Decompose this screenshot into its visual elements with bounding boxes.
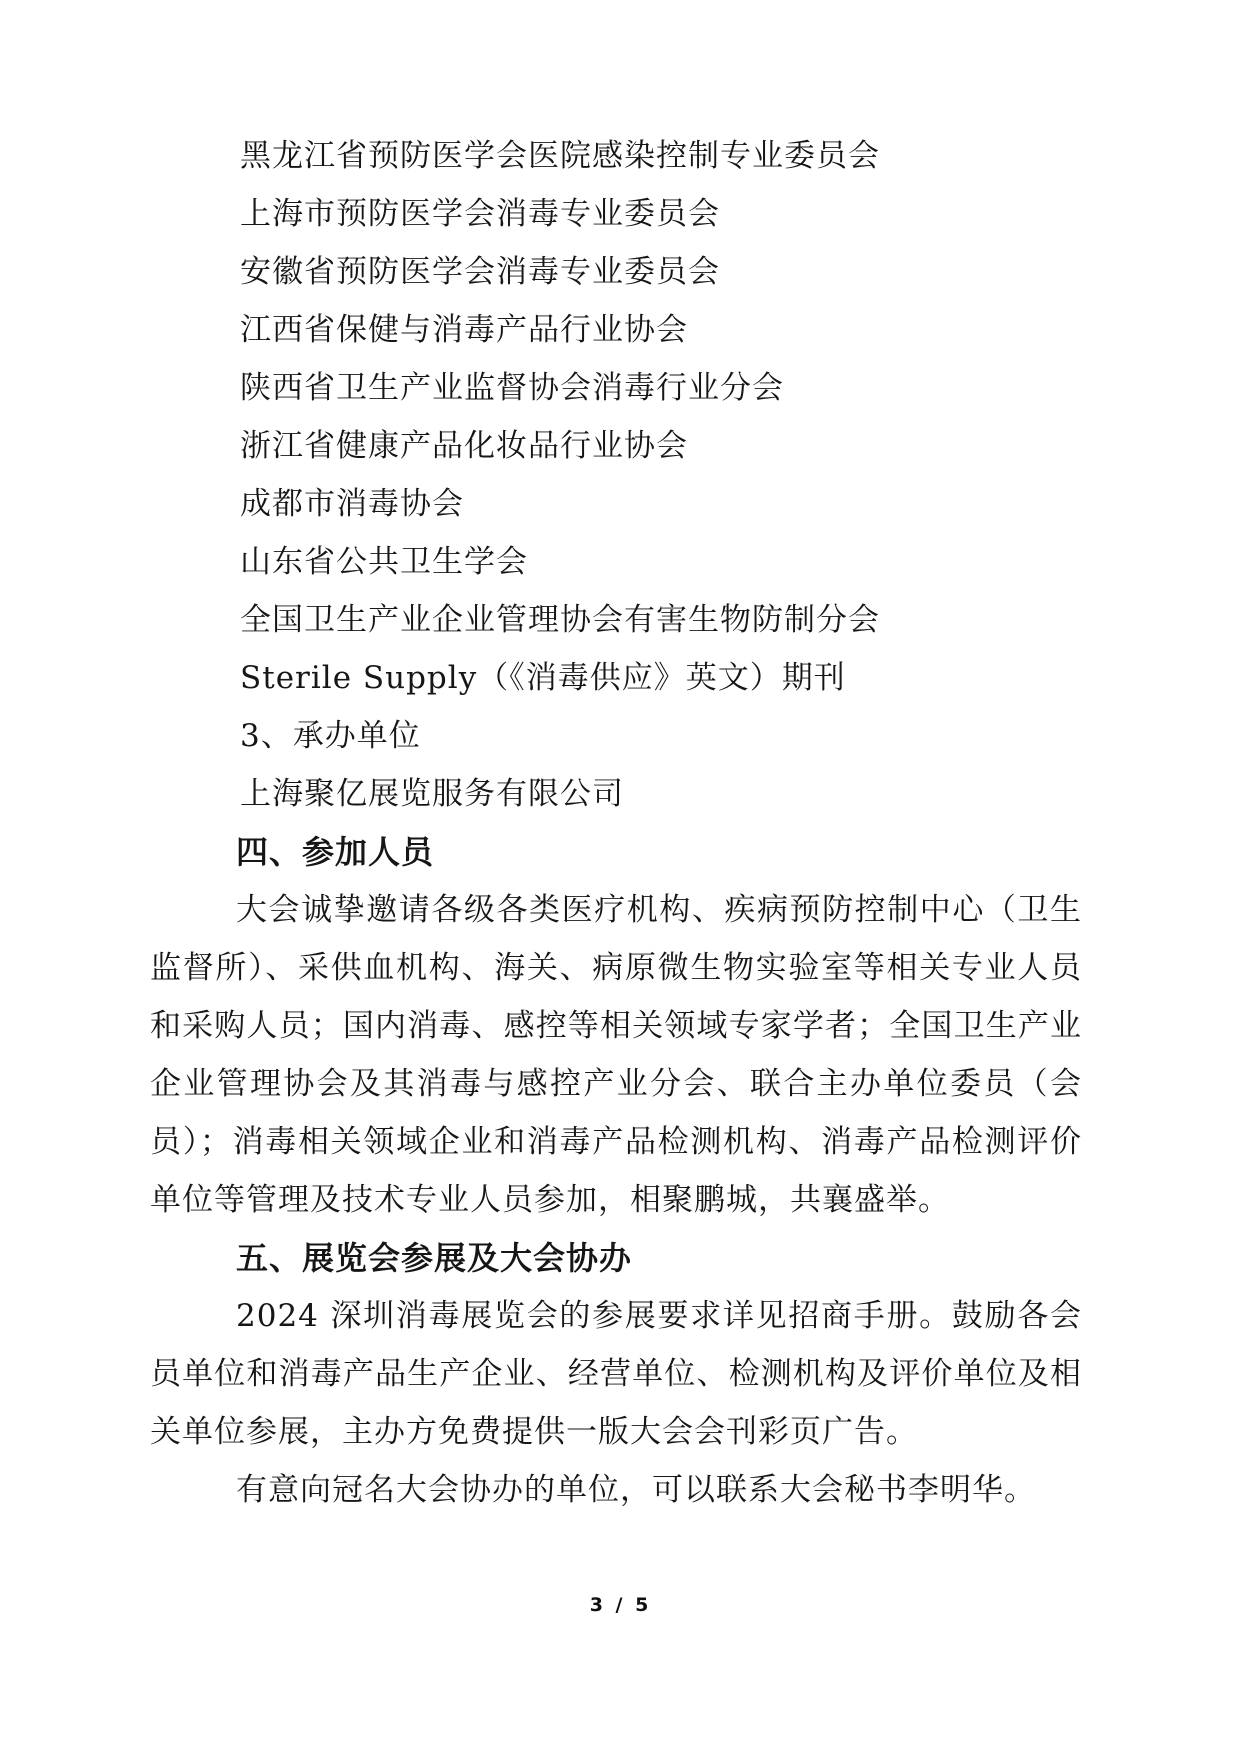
org-list-item: 浙江省健康产品化妆品行业协会 (240, 428, 688, 464)
org-list-item: 陕西省卫生产业监督协会消毒行业分会 (240, 370, 784, 406)
organizer-name: 上海聚亿展览服务有限公司 (240, 776, 624, 812)
org-list-item: 全国卫生产业企业管理协会有害生物防制分会 (240, 602, 880, 638)
org-list-item: 黑龙江省预防医学会医院感染控制专业委员会 (240, 138, 880, 174)
exhibition-paragraph-1: 2024 深圳消毒展览会的参展要求详见招商手册。鼓励各会员单位和消毒产品生产企业、经营单位、检测机构及评价单位及相关单位参展，主办方免费提供一版大会会刊彩页广告。 (150, 1298, 1082, 1450)
co-organizers-list (150, 127, 1082, 707)
section-heading-participants: 四、参加人员 (236, 833, 435, 871)
document-body (150, 127, 1082, 1519)
org-list-item: 上海市预防医学会消毒专业委员会 (240, 196, 720, 232)
org-list-item: 江西省保健与消毒产品行业协会 (240, 312, 688, 348)
org-list-item: 安徽省预防医学会消毒专业委员会 (240, 254, 720, 290)
participants-paragraph: 大会诚挚邀请各级各类医疗机构、疾病预防控制中心（卫生监督所）、采供血机构、海关、病原微生物实验室等相关专业人员和采购人员；国内消毒、感控等相关领域专家学者；全国卫生产业企业管理协会及其消毒与感控产业分会、联合主办单位委员（会员）；消毒相关领域企业和消毒产品检测机构、消毒产品检测评价单位等管理及技术专业人员参加，相聚鹏城，共襄盛举。 (150, 892, 1082, 1218)
org-list-item: 山东省公共卫生学会 (240, 544, 528, 580)
exhibition-paragraph-2: 有意向冠名大会协办的单位，可以联系大会秘书李明华。 (236, 1472, 1036, 1508)
org-list-item: 成都市消毒协会 (240, 486, 464, 522)
org-list-item: Sterile Supply（《消毒供应》英文）期刊 (240, 660, 846, 696)
organizer-label: 3、承办单位 (240, 718, 421, 754)
page-number: 3 / 5 (589, 1594, 652, 1616)
section-heading-exhibition: 五、展览会参展及大会协办 (236, 1239, 633, 1277)
